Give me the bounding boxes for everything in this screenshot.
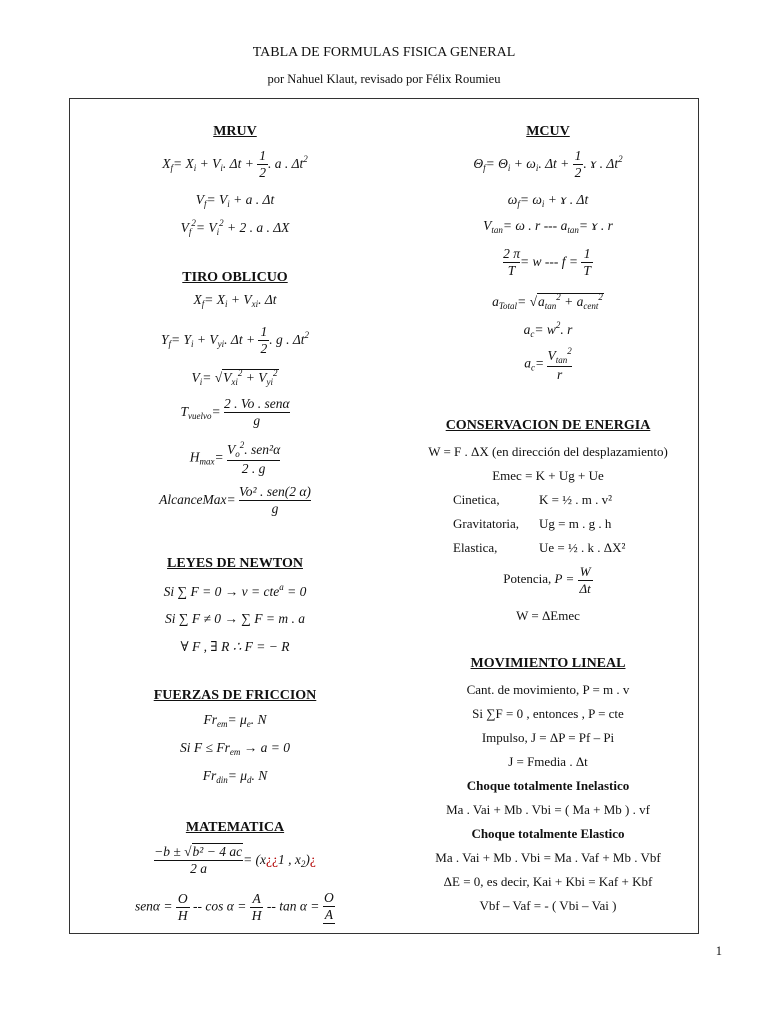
section-title-mcuv: MCUV [526,124,570,139]
energia-potencia: Potencia, P = $\frac{W}{\Delta t}$ [503,564,591,596]
formula-mcuv-tangencial: $V_{tan}= \omega$ . r --- $a_{tan}=$ ɤ . r [483,218,613,235]
section-title-leyes-newton: LEYES DE NEWTON [167,556,303,571]
choque-elastico-heading: Choque totalmente Elastico [471,826,625,841]
section-title-tiro-oblicuo: TIRO OBLICUO [182,270,288,285]
formula-tiro-hmax: $H_{max}=$ $\frac{V_o^2. sen^2\alpha}{2 . g}$ [189,440,281,476]
formula-tiro-x: $X_f= X_i + V_{xi}$. Δt [193,292,277,309]
choque-elastico-velocidades: Vbf – Vaf = - ( Vbi – Vai ) [479,898,617,913]
lineal-impulso: Impulso, J = ΔP = Pf – Pi [481,730,615,745]
section-title-movimiento-lineal: MOVIMIENTO LINEAL [470,656,626,671]
formula-mcuv-centripeta-w: $a_c= w^2$. r [523,320,573,339]
energia-mecanica: Emec = K + Ug + Ue [492,468,604,483]
energia-trabajo: W = F . ΔX (en dirección del desplazamiento) [428,444,668,459]
lineal-conservacion: Si ∑F = 0 , entonces , P = cte [472,706,624,721]
formula-newton-2: Si ∑ F ≠ 0 → ∑ F = m . a [164,611,305,626]
formula-mruv-velocity-squared: $V_f^2= V_i^2 + 2$ . a . ΔX [180,218,290,237]
section-title-conservacion-energia: CONSERVACION DE ENERGIA [445,418,651,433]
energia-elastica: Elastica, Ue = ½ . k . ΔX² [453,540,626,555]
choque-inelastico-heading: Choque totalmente Inelastico [466,778,630,793]
formula-mruv-velocity: $V_f= V_i + a$ . Δt [195,192,275,209]
formula-cuadratica: $\frac{\text{−b ± √b² − 4 ac}}{2 a}$ = (x¿¿1 , $x_2)¿$ [154,844,316,877]
formula-friccion-estatica: $Fr_{em}= \mu_e$. N [203,712,267,729]
formula-tiro-alcance: AlcanceMax= $\frac{\text{Vo² . sen(2 α)}}{g}$ [159,484,311,517]
lineal-fuerza-media: J = Fmedia . Δt [508,754,588,769]
section-title-matematica: MATEMATICA [185,820,285,835]
formula-tiro-tvuelo: $T_{vuelvo}=$ $\frac{\text{2 . Vo . senα}}{g}$ [180,396,290,429]
formula-trigonometria: senα = $\frac{O}{H}$ -- cos α = $\frac{A}{H}$ -- tan α = $\frac{O}{A}$ [134,890,334,923]
formula-tiro-y: $Y_f= Y_i + V_{yi}$. Δt + $\frac{1}{2}$ . g . $\Delta t^2$ [160,324,309,357]
formula-newton-3: ∀ F , ∃ R ∴ F = − R [180,639,290,654]
formula-mcuv-centripeta-v: $a_c=$ $\frac{V_{tan}^2}{r}$ [524,346,572,382]
formula-mruv-position: $X_f= X_i + V_i$. Δt + $\frac{1}{2}$ . a . $\Delta t^2$ [162,148,308,181]
section-title-mruv: MRUV [213,124,257,139]
choque-elastico-energia: ΔE = 0, es decir, Kai + Kbi = Kaf + Kbf [443,874,653,889]
energia-cinetica: Cinetica, K = ½ . m . v² [453,492,612,507]
formula-friccion-condicion: Si $F \le Fr_{em} \to a = 0$ [180,740,290,757]
energia-trabajo-emec: W = ΔEmec [516,608,580,623]
formula-mcuv-atotal: $a_{Total}= √a_{tan}^2 + a_{cent}^2$ [492,292,603,311]
formula-mcuv-omega: $\omega_f= \omega_i$ + ɤ . Δt [507,192,589,209]
page-number: 1 [715,944,722,958]
choque-elastico-formula: Ma . Vai + Mb . Vbi = Ma . Vaf + Mb . Vbf [435,850,661,865]
formula-mcuv-angulo: $\Theta_f= \Theta_i + \omega_i$. Δt + $\frac{1}{2}$ . ɤ . $\Delta t^2$ [473,148,623,181]
formula-tiro-vi: $V_i= √V_{xi}^2 + V_{yi}^2$ [191,368,278,387]
choque-inelastico-formula: Ma . Vai + Mb . Vbi = ( Ma + Mb ) . vf [446,802,650,817]
formula-friccion-dinamica: $Fr_{din}= \mu_d$. N [202,768,268,785]
formula-newton-1: Si ∑ F = 0 → v = cte$^a$ = 0 [163,582,307,599]
document-title: TABLA DE FORMULAS FISICA GENERAL [252,45,516,60]
formula-mcuv-frecuencia: $\frac{2 \pi}{T}$ = w --- f = $\frac{1}{T}$ [503,246,591,279]
energia-gravitatoria: Gravitatoria, Ug = m . g . h [453,516,612,531]
section-title-fuerzas-friccion: FUERZAS DE FRICCION [153,688,317,703]
document-subtitle: por Nahuel Klaut, revisado por Félix Roumieu [267,72,501,86]
lineal-cantidad-movimiento: Cant. de movimiento, P = m . v [466,682,630,697]
